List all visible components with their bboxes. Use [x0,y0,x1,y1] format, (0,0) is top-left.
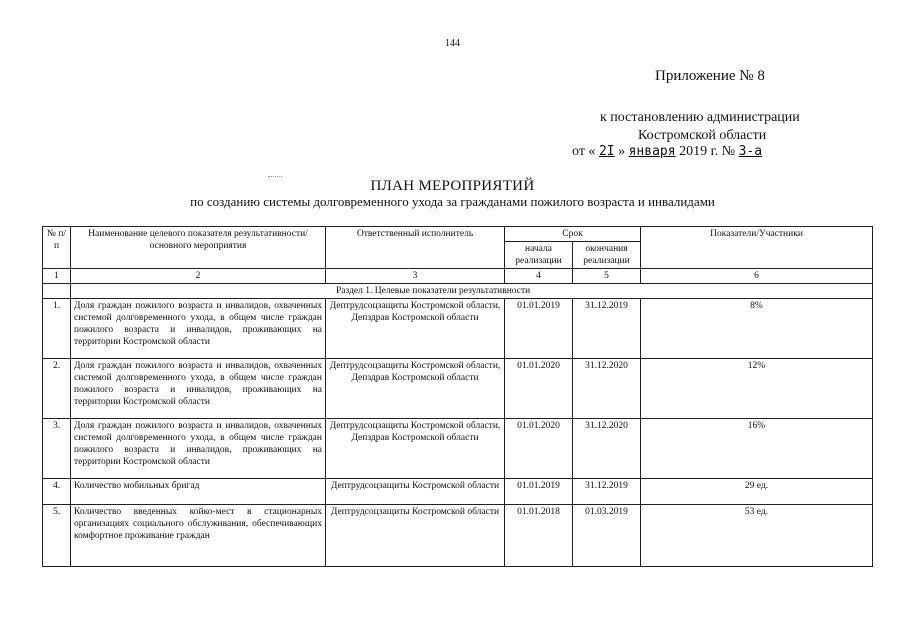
row-executor: Дептрудсоцзащиты Костромской области, Депздрав Костромской области [326,419,505,479]
section-title: Раздел 1. Целевые показатели результативности [71,284,873,299]
column-number: 6 [641,269,873,284]
decree-line-1: к постановлению администрации [600,110,800,125]
plan-table [42,226,873,567]
header-indicators: Показатели/Участники [641,227,873,269]
row-name: Доля граждан пожилого возраста и инвалидов, охваченных системой долговременного ухода, в общем числе граждан пожилого возраста и инвалидов, проживающих на территории Костромской области [71,419,326,479]
document-subtitle: по созданию системы долговременного ухода за гражданами пожилого возраста и инвалидами [190,194,715,209]
table-row [43,359,873,419]
row-value: 29 ед. [641,479,873,505]
date-year: 2019 г. № [679,144,736,159]
column-number: 2 [71,269,326,284]
row-value: 16% [641,419,873,479]
row-start: 01.01.2019 [505,479,573,505]
row-start: 01.01.2019 [505,299,573,359]
date-mid: » [618,144,626,159]
date-day: 2I [598,144,615,159]
row-number: 4. [43,479,71,505]
row-name: Количество мобильных бригад [71,479,326,505]
row-start: 01.01.2020 [505,419,573,479]
row-end: 31.12.2020 [573,359,641,419]
header-name: Наименование целевого показателя результативности/основного мероприятия [71,227,326,269]
column-number: 5 [573,269,641,284]
row-end: 01.03.2019 [573,505,641,567]
row-number: 5. [43,505,71,567]
appendix-label: Приложение № 8 [655,68,765,84]
row-value: 12% [641,359,873,419]
date-month: января [628,144,676,159]
header-num: № п/п [43,227,71,269]
row-name: Доля граждан пожилого возраста и инвалидов, охваченных системой долговременного ухода, в общем числе граждан пожилого возраста и инвалидов, проживающих на территории Костромской области [71,299,326,359]
row-executor: Дептрудсоцзащиты Костромской области [326,505,505,567]
decree-line-2: Костромской области [638,128,767,143]
row-name: Количество введенных койко-мест в стационарных организациях социального обслуживания, обеспечивающих комфортное проживание граждан [71,505,326,567]
row-name: Доля граждан пожилого возраста и инвалидов, охваченных системой долговременного ухода, в общем числе граждан пожилого возраста и инвалидов, проживающих на территории Костромской области [71,359,326,419]
date-number: 3-а [738,144,763,159]
header-term: Срок [505,227,641,242]
row-executor: Дептрудсоцзащиты Костромской области, Депздрав Костромской области [326,359,505,419]
row-end: 31.12.2019 [573,299,641,359]
scan-mark [268,176,282,177]
column-numbers-row [43,269,873,284]
table-row [43,479,873,505]
table-row [43,505,873,567]
table-row [43,419,873,479]
row-end: 31.12.2020 [573,419,641,479]
row-executor: Дептрудсоцзащиты Костромской области [326,479,505,505]
row-value: 8% [641,299,873,359]
header-executor: Ответственный исполнитель [326,227,505,269]
row-start: 01.01.2020 [505,359,573,419]
document-title: ПЛАН МЕРОПРИЯТИЙ [370,178,535,194]
row-number: 3. [43,419,71,479]
decree-date-line [572,144,762,160]
page-number: 144 [445,38,460,49]
row-end: 31.12.2019 [573,479,641,505]
header-end: окончания реализации [573,242,641,269]
row-start: 01.01.2018 [505,505,573,567]
table-row [43,299,873,359]
column-number: 4 [505,269,573,284]
row-executor: Дептрудсоцзащиты Костромской области, Депздрав Костромской области [326,299,505,359]
row-value: 53 ед. [641,505,873,567]
column-number: 1 [43,269,71,284]
header-start: начала реализации [505,242,573,269]
date-prefix: от « [572,144,596,159]
column-number: 3 [326,269,505,284]
row-number: 1. [43,299,71,359]
row-number: 2. [43,359,71,419]
